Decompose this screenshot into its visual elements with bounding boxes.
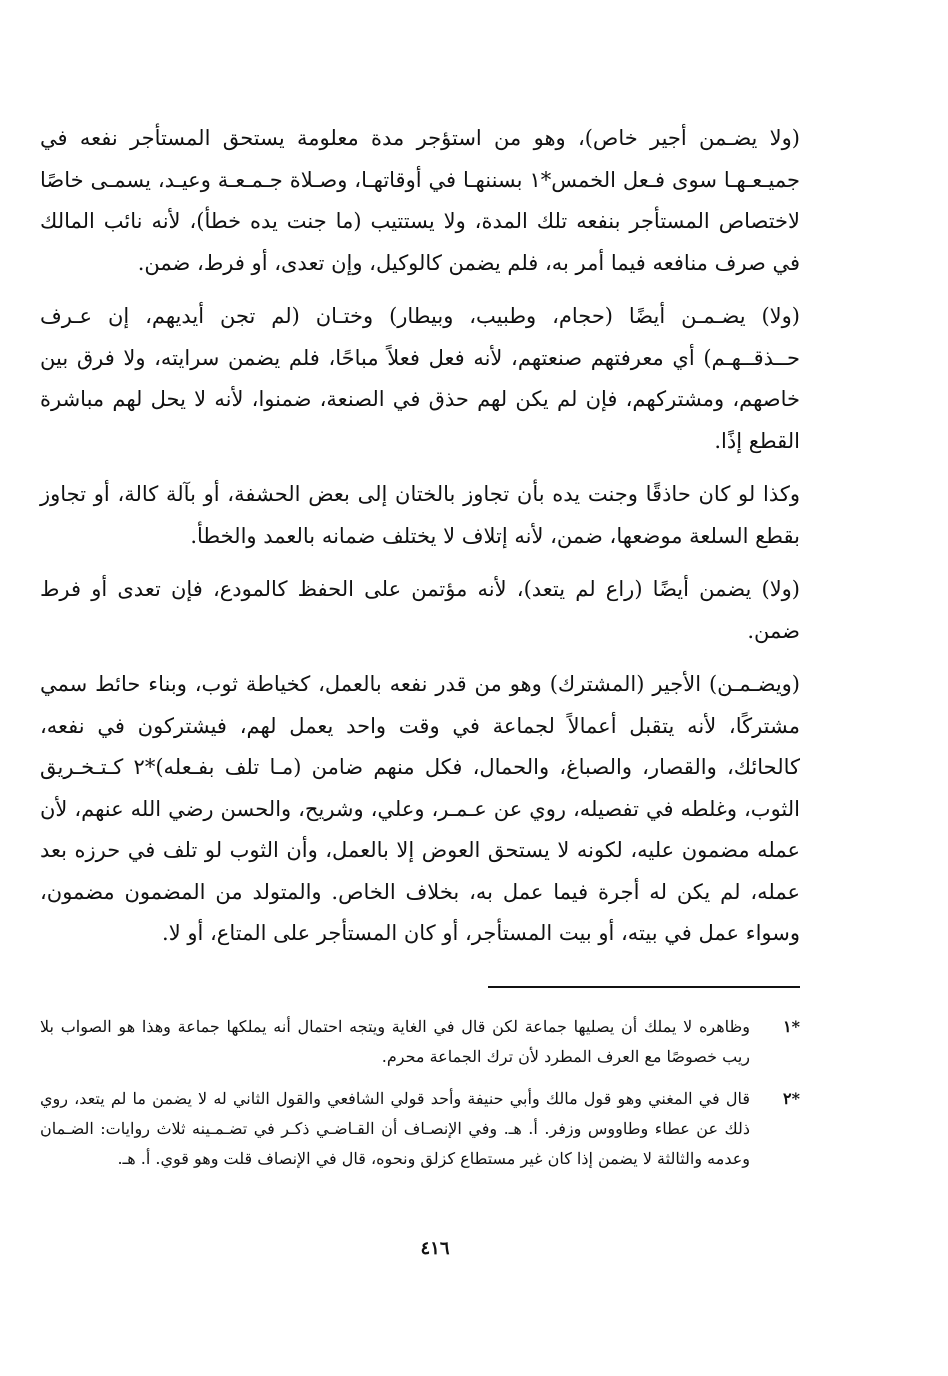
paragraph-1: (ولا يضـمن أجير خاص)، وهو من استؤجر مدة معلومة يستحق المستأجر نفعه في جميـعـهـا سوى فـعل الخمس*١ بسننهـا في أوقاتهـا، وصـلاة جـمـعـة وعيـد، يسمـى خاصًا لاختصاص المستأجر بنفعه تلك المدة، ولا يستتيب (ما جنت يده خطأ)، لأنه نائب المالك في صرف منافعه فيما أمر به، فلم يضمن كالوكيل، وإن تعدى، أو فرط، ضمن. (40, 126, 800, 275)
page-number: ٤١٦ (420, 1238, 450, 1259)
paragraph-2: (ولا) يضـمـن أيضًا (حجام، وطبيب، وبيطار) وختـان (لم تجن أيديهم، إن عـرف حــذقــهـم) أي معرفتهم صنعتهم، لأنه فعل فعلاً مباحًا، فلم يضمن سرايته، ولا فرق بين خاصهم، ومشتركهم، فإن لم يكن لهم حذق في الصنعة، ضمنوا، لأنه لا يحل لهم مباشرة القطع إذًا. (40, 304, 800, 453)
footnote-1 (40, 1012, 800, 1072)
paragraph-3: وكذا لو كان حاذقًا وجنت يده بأن تجاوز بالختان إلى بعض الحشفة، أو بآلة كالة، أو تجاوز بقطع السلعة موضعها، ضمن، لأنه إتلاف لا يختلف ضمانه بالعمد والخطأ. (40, 482, 800, 548)
footnote-text: قال في المغني وهو قول مالك وأبي حنيفة وأحد قولي الشافعي والقول الثاني له لا يضمن ما لم يتعد، روي ذلك عن عطاء وطاووس وزفر. أ. هـ. وفي الإنصـاف أن القـاضـي ذكـر في تضـمـينه ثلاث روايات: الضـمان وعدمه والثالثة لا يضمن إذا كان غير مستطاع كزلق ونحوه، قال في الإنصاف قلت وهو قوي. أ. هـ. (40, 1089, 750, 1168)
footnote-text: وظاهره لا يملك أن يصليها جماعة لكن قال في الغاية ويتجه احتمال أنه يملكها جماعة وهذا هو الصواب بلا ريب خصوصًا مع العرف المطرد لأن ترك الجماعة محرم. (40, 1017, 751, 1066)
footnotes (40, 1012, 800, 1186)
paragraph-5: (ويضـمـن) الأجير (المشترك) وهو من قدر نفعه بالعمل، كخياطة ثوب، وبناء حائط سمي مشتركًا، لأنه يتقبل أعمالاً لجماعة في وقت واحد يعمل لهم، فيشتركون في نفعه، كالحائك، والقصار، والصباغ، والحمال، فكل منهم ضامن (مـا تلف بفـعله)*٢ كـتـخـريق الثوب، وغلطه في تفصيله، روي عن عـمـر، وعلي، وشريح، والحسن رضي الله عنهم، لأن عمله مضمون عليه، لكونه لا يستحق العوض إلا بالعمل، وأن الثوب لو تلف في حرزه بعد عمله، لم يكن له أجرة فيما عمل به، بخلاف الخاص. والمتولد من المضمون مضمون، وسواء عمل في بيته، أو بيت المستأجر، أو كان المستأجر على المتاع، أو لا. (40, 672, 801, 945)
footnote-marker: *٢ (783, 1089, 800, 1108)
main-text (40, 118, 800, 967)
paragraph-4: (ولا) يضمن أيضًا (راع لم يتعد)، لأنه مؤتمن على الحفظ كالمودع، فإن تعدى أو فرط ضمن. (40, 577, 800, 643)
footnote-2 (40, 1084, 800, 1174)
footnote-marker: *١ (783, 1017, 800, 1036)
footnote-divider (488, 986, 800, 988)
